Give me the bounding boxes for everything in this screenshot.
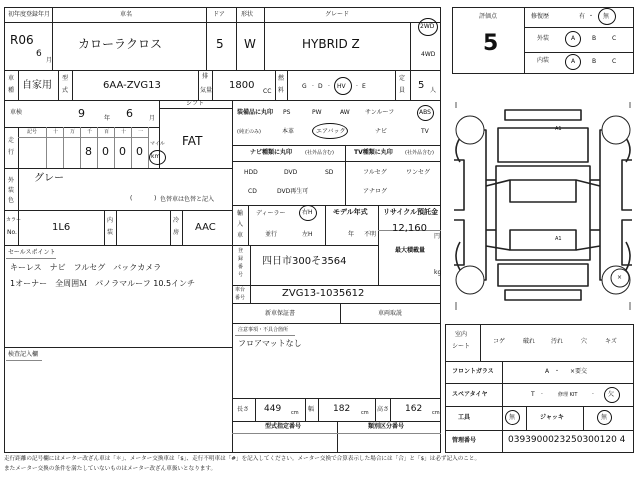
model-year-unit: 年 (348, 231, 355, 238)
mileage-digit: 0 (136, 145, 143, 158)
navi-hdd: HDD (244, 169, 258, 176)
door-label: ドア (213, 11, 225, 18)
history-dot: ・ (588, 13, 595, 20)
inspection-year: 9 (78, 107, 85, 120)
equip-leather: 本革 (282, 128, 295, 135)
plate-label-1: 登 (238, 248, 244, 254)
type-no-label: 型式指定番号 (265, 423, 302, 430)
equipment-sublabel: (純正のみ) (237, 129, 261, 135)
equipment-label: 装備品に丸印 (237, 109, 274, 116)
reg-month: 6 (36, 49, 42, 59)
max-load-unit: kg (434, 269, 442, 276)
car-damage-diagram (450, 90, 636, 320)
width-unit: cm (361, 410, 369, 416)
reg-year: R06 (10, 33, 34, 47)
disp-unit: CC (263, 88, 272, 95)
notes-label: 注意事項・不具合箇所 (238, 327, 289, 333)
plate-label-2: 録 (238, 256, 244, 262)
diagram-mark-a1-bottom: A1 (555, 236, 562, 242)
length-label: 長さ (237, 406, 250, 413)
exterior-grade-label: 外装 (537, 35, 550, 42)
inspector-label: 検査記入欄 (8, 351, 39, 358)
chassis-number: ZVG13-1035612 (282, 288, 365, 299)
chassis-label-2: 番号 (235, 295, 246, 301)
jack-value: 無 (601, 414, 608, 421)
height-unit: cm (432, 410, 440, 416)
diagram-mark-x: × (617, 274, 623, 281)
reg-month-unit: 月 (46, 57, 53, 64)
mgmt-label: 管理番号 (452, 437, 477, 444)
exterior-grade-b: B (592, 35, 597, 42)
capacity: 5 (418, 80, 425, 91)
capacity-label-2: 員 (399, 87, 406, 94)
car-name-label: 車名 (120, 11, 133, 18)
width-label: 幅 (308, 406, 315, 413)
plate-number: 四日市300そ3564 (262, 256, 347, 267)
width-value: 182 (333, 404, 351, 414)
score-label: 評価点 (479, 13, 498, 20)
door-count: 5 (216, 37, 224, 51)
recycle-fee: 12,160 (392, 223, 427, 234)
plate-label-3: 番 (238, 264, 244, 270)
equip-navi: ナビ (375, 128, 388, 135)
inspection-month-unit: 月 (149, 115, 156, 122)
interior-grade-b: B (592, 58, 597, 65)
length-value: 449 (264, 404, 282, 414)
notes-text: フロアマットなし (238, 339, 302, 348)
grade-value: HYBRID Z (302, 37, 360, 51)
ext-note-paren-r: ) (154, 195, 157, 202)
ac-type: AAC (195, 222, 216, 233)
mileage-head-kigo: 記号 (27, 129, 38, 135)
mileage-label-1: 走 (8, 137, 15, 144)
vehicle-manual: 車両取説 (378, 310, 403, 317)
glass-dot: ・ (554, 368, 561, 375)
fuel-g: G (302, 83, 307, 90)
spare-t: T (531, 391, 535, 398)
model-label-2: 式 (62, 87, 69, 94)
equip-tv: TV (421, 128, 429, 135)
mileage-unit-km: km (151, 153, 161, 160)
equip-aw: AW (340, 109, 350, 116)
disp-label-2: 気量 (200, 87, 213, 94)
inspection-year-unit: 年 (104, 115, 111, 122)
plate-label-4: 号 (238, 272, 244, 278)
reg-date-label: 初年度登録年月 (8, 11, 51, 18)
ext-note: 色替車は色替と記入 (160, 196, 215, 203)
color-no: 1L6 (52, 222, 71, 233)
mileage-head-10k: 十 (53, 129, 59, 135)
spare-label: スペアタイヤ (452, 391, 488, 398)
mileage-head-10: 十 (121, 129, 127, 135)
car-type-label-1: 車 (8, 75, 15, 82)
mileage-head-1k: 千 (87, 129, 93, 135)
disp-label-1: 排 (202, 73, 209, 80)
exterior-color: グレー (34, 173, 64, 184)
model-year-label: モデル年式 (333, 208, 368, 216)
score-value: 5 (483, 31, 499, 56)
seat-hole: 穴 (581, 338, 588, 345)
interior-label-2: 装 (107, 229, 114, 236)
tools-label: 工具 (458, 414, 471, 421)
tools-value: 無 (509, 414, 516, 421)
mileage-head-10k2: 万 (70, 129, 76, 135)
tv-sub: (社外品含む) (405, 150, 434, 156)
sales-line-1: キーレス ナビ フルセグ バックカメラ (10, 263, 162, 272)
diagram-mark-a1-top: A1 (555, 126, 562, 132)
interior-grade-c: C (612, 58, 617, 65)
equip-pw: PW (312, 109, 322, 116)
drive-2wd: 2WD (420, 23, 435, 30)
spare-none: 欠 (608, 391, 615, 398)
length-unit: cm (291, 410, 299, 416)
mileage-digit: 8 (85, 145, 92, 158)
ext-label-1: 外 (8, 177, 15, 184)
displacement: 1800 (229, 80, 255, 91)
interior-label-1: 内 (107, 217, 114, 224)
shift-value: FAT (182, 134, 203, 148)
glass-label: フロントガラス (452, 368, 494, 375)
new-car-warranty: 新車保証書 (265, 310, 296, 317)
history-yes: 有 (579, 13, 586, 20)
exterior-grade-c: C (612, 35, 617, 42)
glass-replace: ×要交 (570, 368, 588, 375)
ext-label-2: 装 (8, 187, 15, 194)
body-shape: W (244, 37, 256, 51)
import-dealer: ディーラー (256, 210, 286, 217)
tv-oneseg: ワンセグ (406, 169, 431, 176)
fuel-e: E (362, 83, 366, 90)
equip-airbag: エアバック (316, 128, 346, 135)
shift-label: シフト (186, 100, 205, 107)
exterior-grade-a: A (571, 35, 576, 42)
history-no: 無 (603, 13, 610, 20)
shape-label: 形状 (241, 11, 254, 18)
navi-sub: (社外品含む) (305, 150, 334, 156)
navi-dvd-play: DVD再生可 (277, 188, 309, 195)
car-name: カローラクロス (78, 37, 163, 51)
fuel-label-1: 燃 (278, 75, 285, 82)
spare-kit: 修理 KIT (558, 392, 578, 398)
mgmt-number: 0393900023250300120 4 (508, 435, 626, 445)
ext-label-3: 色 (8, 197, 15, 204)
seat-kogé: コゲ (493, 338, 506, 345)
sales-line-2: 1オーナー 全周囲Ｍ パノラマルーフ 10.5インチ (10, 279, 196, 288)
height-label: 高さ (377, 406, 390, 413)
mileage-digit: 0 (102, 145, 109, 158)
interior-grade-label: 内装 (537, 57, 550, 64)
glass-a: A (545, 368, 550, 375)
max-load-label: 最大積載量 (395, 247, 426, 254)
tv-analog: アナログ (363, 188, 388, 195)
ext-note-paren-l: ( (130, 195, 133, 202)
seat-label-1: 室内 (455, 331, 468, 338)
mileage-unit-mile: マイル (150, 141, 165, 147)
model-code: 6AA-ZVG13 (103, 80, 161, 91)
color-no-label-2: No. (7, 229, 17, 236)
chassis-label-1: 車台 (235, 287, 246, 293)
navi-cd: CD (248, 188, 257, 195)
fuel-d: D (318, 83, 323, 90)
interior-grade-a: A (571, 58, 576, 65)
ac-label-1: 冷 (173, 217, 180, 224)
model-year-unknown: 不明 (364, 231, 377, 238)
seat-tear: 破れ (523, 338, 536, 345)
class-no-label: 類別区分番号 (368, 423, 405, 430)
navi-dvd: DVD (284, 169, 298, 176)
sales-label: セールスポイント (8, 249, 56, 256)
navi-sd: SD (325, 169, 334, 176)
import-label-3: 車 (237, 232, 244, 239)
equip-sunroof: サンルーフ (365, 109, 395, 116)
fuel-label-2: 料 (278, 87, 285, 94)
import-label-1: 輸 (237, 210, 244, 217)
mileage-head-100: 百 (104, 129, 110, 135)
mileage-head-1: 一 (138, 129, 144, 135)
equip-abs: ABS (419, 109, 431, 116)
color-no-label-1: カラー (6, 217, 22, 223)
jack-label: ジャッキ (540, 414, 564, 421)
drive-4wd: 4WD (421, 51, 436, 58)
navi-label: ナビ種類に丸印 (250, 149, 293, 156)
seat-scratch: キズ (605, 338, 617, 345)
history-label: 修復歴 (531, 13, 550, 20)
height-value: 162 (405, 404, 423, 414)
recycle-label: リサイクル預託金 (383, 208, 439, 216)
fuel-hv: HV (337, 83, 346, 90)
inspection-month: 6 (126, 107, 133, 120)
mileage-digit: 0 (119, 145, 126, 158)
import-label-2: 入 (237, 221, 244, 228)
model-label-1: 型 (62, 75, 69, 82)
seat-stain: 汚れ (551, 338, 564, 345)
import-right-hand: 右H (302, 209, 313, 216)
ac-label-2: 房 (173, 229, 180, 236)
import-parallel: 並行 (265, 231, 278, 238)
footer-line-2: またメーター交換の条件を満たしていないものはメーター改ざん車扱いとなります。 (4, 466, 217, 472)
seat-label-2: シート (452, 343, 471, 350)
capacity-unit: 人 (430, 87, 437, 94)
footer-line-1: 走行距離の記号欄にはメーター改ざん車は「＊」、メーター交換車は「$」、走行不明車は「#」を記入してください。メーター交換で合算表示した場合には「合」と「$」は必ず記入のこと。 (4, 456, 481, 462)
inspection-label: 車検 (10, 109, 23, 116)
car-type: 自家用 (22, 80, 52, 91)
import-left-hand: 左H (302, 231, 313, 238)
tv-fullseg: フルセグ (363, 169, 387, 176)
recycle-unit: 円 (434, 233, 441, 240)
car-type-label-2: 種 (8, 87, 15, 94)
tv-label: TV種類に丸印 (354, 149, 393, 156)
mileage-label-2: 行 (8, 149, 15, 156)
grade-label: グレード (325, 11, 350, 18)
capacity-label-1: 定 (399, 75, 406, 82)
equip-ps: PS (283, 109, 291, 116)
